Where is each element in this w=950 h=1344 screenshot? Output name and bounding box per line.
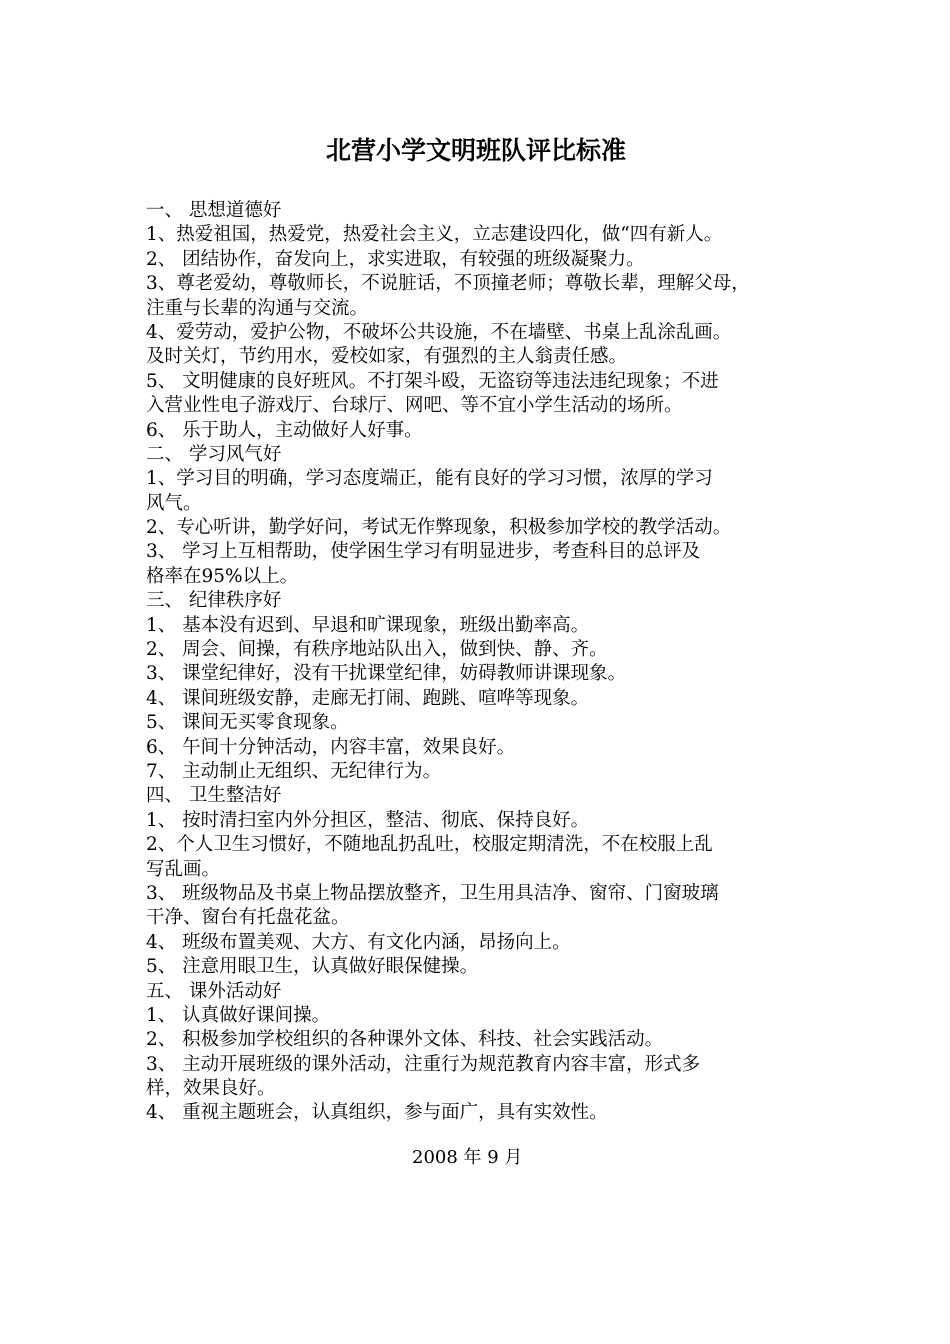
document-line: 1、学习目的明确，学习态度端正，能有良好的学习习惯，浓厚的学习 — [146, 468, 713, 490]
document-line: 干净、窗台有托盘花盆。 — [146, 907, 350, 929]
document-line: 5、 注意用眼卫生，认真做好眼保健操。 — [146, 956, 479, 978]
document-line: 5、 文明健康的良好班风。不打架斗殴，无盗窃等违法违纪现象；不进 — [146, 370, 719, 392]
document-line: 3、 班级物品及书桌上物品摆放整齐，卫生用具洁净、窗帘、门窗玻璃 — [146, 882, 719, 904]
document-line: 格率在95%以上。 — [146, 565, 299, 587]
document-line: 2、个人卫生习惯好，不随地乱扔乱吐，校服定期清洗，不在校服上乱 — [146, 834, 713, 856]
document-line: 三、 纪律秩序好 — [146, 590, 282, 612]
document-date: 2008 年 9 月 — [412, 1147, 523, 1168]
document-line: 1、 基本没有迟到、早退和旷课现象，班级出勤率高。 — [146, 614, 590, 636]
document-line: 及时关灯，节约用水，爱校如家，有强烈的主人翁责任感。 — [146, 346, 628, 368]
document-line: 3、 课堂纪律好，没有干扰课堂纪律，妨碍教师讲课现象。 — [146, 663, 627, 685]
document-line: 6、 乐于助人，主动做好人好事。 — [146, 419, 423, 441]
document-line: 入营业性电子游戏厅、台球厅、网吧、等不宜小学生活动的场所。 — [146, 395, 683, 417]
document-line: 2、专心听讲，勤学好问，考试无作弊现象，积极参加学校的教学活动。 — [146, 517, 732, 539]
document-line: 一、 思想道德好 — [146, 200, 282, 221]
document-line: 2、 团结协作，奋发向上，求实进取，有较强的班级凝聚力。 — [146, 248, 645, 270]
document-line: 7、 主动制止无组织、无纪律行为。 — [146, 760, 442, 782]
document-title: 北营小学文明班队评比标准 — [325, 136, 626, 165]
document-body — [146, 199, 826, 1126]
document-line: 3、 主动开展班级的课外活动，注重行为规范教育内容丰富，形式多 — [146, 1053, 701, 1075]
document-line: 2、 周会、间操，有秩序地站队出入，做到快、静、齐。 — [146, 639, 608, 661]
document-line: 4、 课间班级安静，走廊无打闹、跑跳、喧哗等现象。 — [146, 687, 590, 709]
document-line: 4、 班级布置美观、大方、有文化内涵，昂扬向上。 — [146, 931, 571, 953]
document-line: 1、热爱祖国，热爱党，热爱社会主义，立志建设四化，做“四有新人。 — [146, 224, 723, 246]
document-line: 5、 课间无买零食现象。 — [146, 712, 349, 734]
document-line: 4、爱劳动，爱护公物，不破坏公共设施，不在墙壁、书桌上乱涂乱画。 — [146, 321, 732, 343]
document-line: 五、 课外活动好 — [146, 980, 282, 1002]
document-line: 3、 学习上互相帮助，使学困生学习有明显进步，考查科目的总评及 — [146, 541, 701, 563]
document-line: 二、 学习风气好 — [146, 443, 282, 465]
document-line: 1、 认真做好课间操。 — [146, 1004, 331, 1026]
document-line: 注重与长辈的沟通与交流。 — [146, 297, 369, 319]
document-line: 四、 卫生整洁好 — [146, 785, 282, 807]
document-line: 风气。 — [146, 492, 202, 514]
document-line: 4、 重视主题班会，认真组织，参与面广，具有实效性。 — [146, 1102, 608, 1124]
document-line: 1、 按时清扫室内外分担区，整洁、彻底、保持良好。 — [146, 809, 590, 831]
document-line: 样，效果良好。 — [146, 1078, 276, 1100]
document-line: 2、 积极参加学校组织的各种课外文体、科技、社会实践活动。 — [146, 1029, 664, 1051]
document-line: 写乱画。 — [146, 858, 221, 880]
document-line: 3、尊老爱幼，尊敬师长，不说脏话，不顶撞老师；尊敬长辈，理解父母， — [146, 273, 750, 295]
document-line: 6、 午间十分钟活动，内容丰富，效果良好。 — [146, 736, 516, 758]
